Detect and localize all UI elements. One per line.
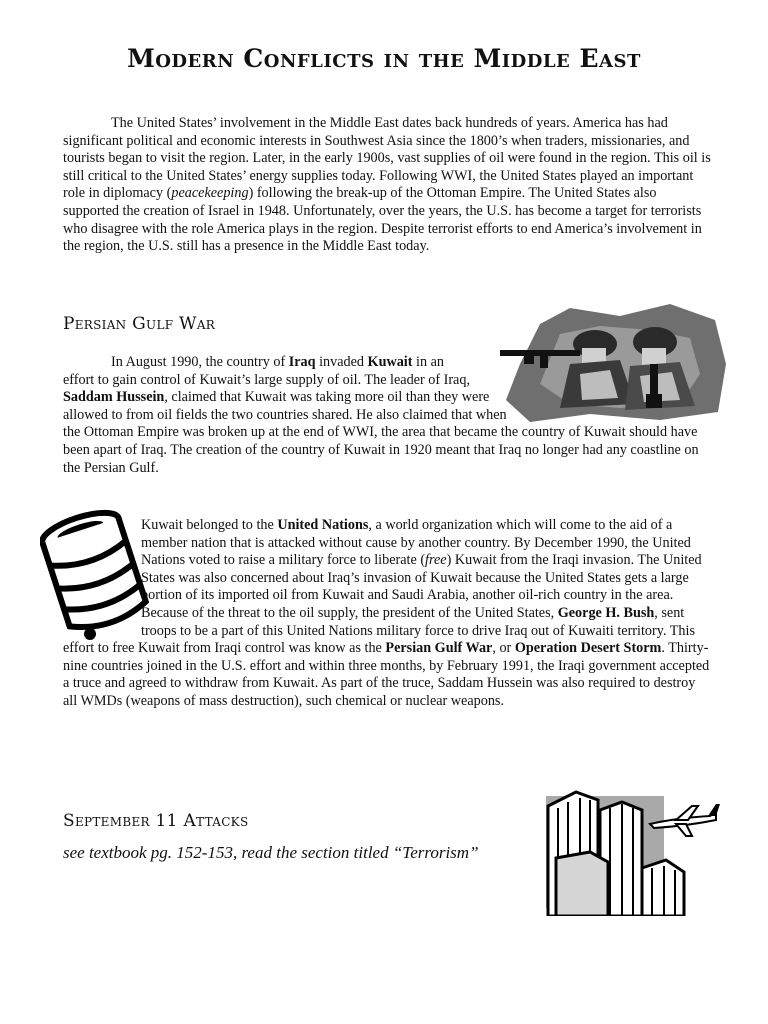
textbook-note: see textbook pg. 152-153, read the section titled “Terrorism” xyxy=(63,843,479,862)
gulf-war-p2-text xyxy=(63,517,709,709)
term-kuwait: Kuwait xyxy=(367,354,413,370)
text-run: . Thirty-nine countries joined in the U.S. effort and within three months, by February 1991, the Iraqi government accepted a truce and agreed to withdraw from Kuwait. As part of the truce, Saddam Hussein was also required to destroy all WMDs (weapons of mass destruction), such chemical or nuclear weapons. xyxy=(63,640,710,709)
sept11-heading: September 11 Attacks xyxy=(63,811,249,831)
term-saddam-hussein: Saddam Hussein xyxy=(63,389,165,406)
text-run: Kuwait belonged to the xyxy=(141,517,278,533)
text-run: effort to gain control of Kuwait’s large supply of oil. The leader of Iraq, xyxy=(63,371,470,388)
text-run: , or xyxy=(492,640,515,657)
term-iraq: Iraq xyxy=(288,354,316,370)
text-run: , a world organization which will come to the aid of a member nation that is attacked without cause by another country. By December 1990, the United Nations voted to raise a military force to liberate ( xyxy=(141,517,691,569)
text-run: in an xyxy=(412,354,445,370)
intro-paragraph xyxy=(63,115,711,256)
gulf-war-p1-body xyxy=(63,372,699,476)
towers-airplane-icon xyxy=(538,788,720,916)
term-united-nations: United Nations xyxy=(277,517,369,533)
text-run: ) Kuwait from the Iraqi invasion. The United States was also concerned about Iraq’s invasion of Kuwait because the United States gets a large portion of its imported oil from Kuwait and Saudi Arabia, another oil-rich country in the area. Because of the threat to the oil supply, the president of the United States, xyxy=(141,552,702,621)
term-free: free xyxy=(425,552,447,569)
gulf-war-p1-line xyxy=(63,354,483,372)
term-persian-gulf-war: Persian Gulf War xyxy=(385,640,493,657)
text-run: , sent troops to be a part of this United Nations military force to drive Iraq out of Kuwaiti territory. This effort to free Kuwait from Iraqi control was know as the xyxy=(63,604,695,657)
gulf-war-heading: Persian Gulf War xyxy=(63,314,216,334)
intro-text: The United States’ involvement in the Middle East dates back hundreds of years. America has had significant political and economic interests in Southwest Asia since the 1800’s when traders, missionaries, and tourists began to visit the region. Later, in the early 1900s, vast supplies of oil were found in the region. This oil is still critical to the United States’ energy supplies today. Following WWI, the United States played an important role in diplomacy (peacekeeping) following the break-up of the Ottoman Empire. The United States also supported the creation of Israel in 1948. Unfortunately, over the years, the U.S. has become a target for terrorists who disagree with the role America plays in the region. Despite terrorist efforts to end America’s involvement in the region, the U.S. still has a presence in the Middle East today. xyxy=(63,115,711,255)
term-peacekeeping: peacekeeping xyxy=(171,185,249,202)
gulf-war-paragraph-1 xyxy=(63,354,483,372)
text-run: invaded xyxy=(315,354,368,370)
gulf-war-paragraph-2 xyxy=(63,517,711,711)
gulf-war-paragraph-1-body xyxy=(63,372,711,478)
text-run: , claimed that Kuwait was taking more oil than they were allowed to from oil fields the two countries shared. He also claimed that when the Ottoman Empire was broken up at the end of WWI, the area that became the country of Kuwait should have been apart of Iraq. The creation of the country of Kuwait in 1920 meant that Iraq no longer had any coastline on the Persian Gulf. xyxy=(63,389,699,476)
term-george-h-bush: George H. Bush xyxy=(557,604,655,621)
page-title: Modern Conflicts in the Middle East xyxy=(127,44,641,73)
term-operation-desert-storm: Operation Desert Storm xyxy=(514,640,662,657)
text-run: In August 1990, the country of xyxy=(111,354,289,370)
